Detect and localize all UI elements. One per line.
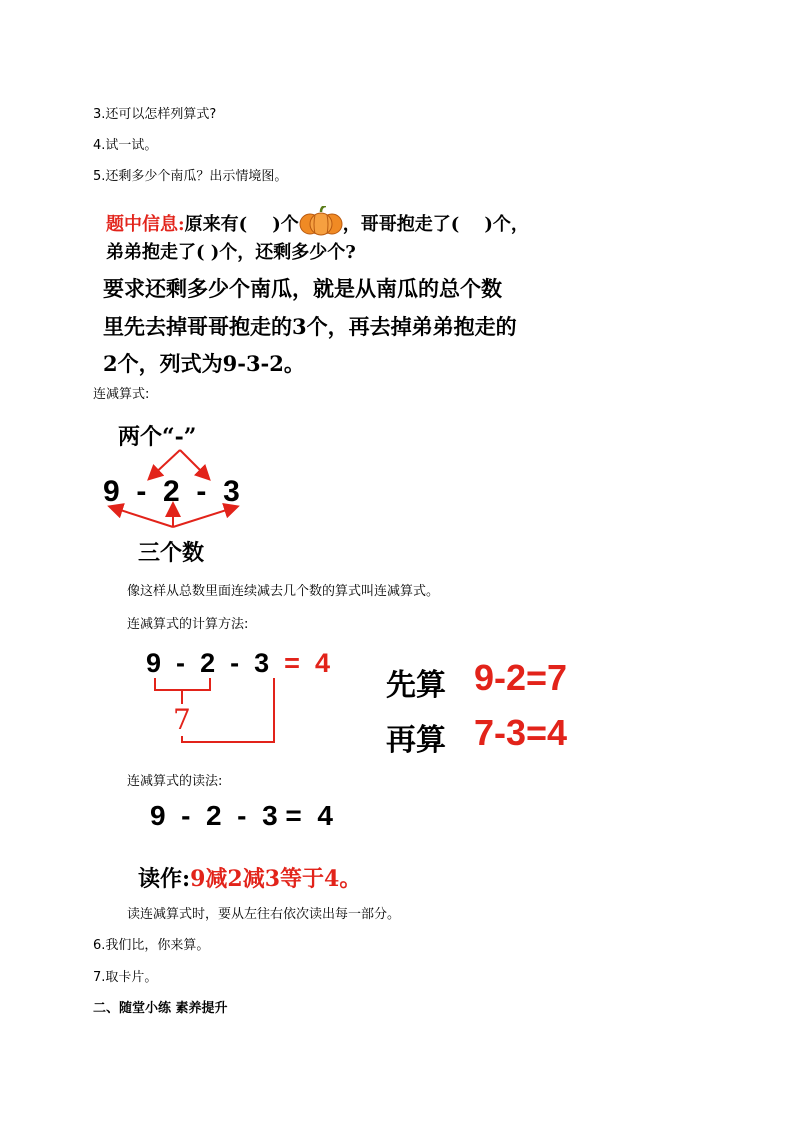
info-line-2: 弟弟抱走了( )个，还剩多少个? — [106, 242, 356, 263]
d3-n2: 2 — [206, 800, 222, 831]
step2-label: 再算 — [386, 723, 446, 758]
d2-n1: 9 — [146, 648, 162, 678]
d3-n1: 9 — [150, 800, 166, 831]
section-2-heading: 二、随堂小练 素养提升 — [93, 1001, 228, 1016]
line-4: 4.试一试。 — [93, 138, 158, 153]
line-3: 3.还可以怎样列算式? — [93, 107, 217, 122]
d2-op1: - — [176, 648, 186, 678]
method-title: 连减算式的计算方法: — [127, 617, 249, 632]
info-label: 题中信息: — [106, 214, 185, 235]
pumpkin-icon — [299, 206, 343, 241]
d2-n2: 2 — [200, 648, 216, 678]
step1-expression: 9-2=7 — [474, 657, 568, 698]
line-6: 6.我们比，你来算。 — [93, 938, 210, 953]
definition: 像这样从总数里面连续减去几个数的算式叫连减算式。 — [127, 584, 440, 599]
info-part4: )个， — [484, 214, 529, 235]
line-5: 5.还剩多少个南瓜？出示情境图。 — [93, 169, 288, 184]
info-part1: 原来有( — [184, 214, 248, 235]
three-numbers-label: 三个数 — [138, 540, 205, 566]
read-text: 9减2减3等于4。 — [190, 866, 362, 892]
info-part3: ，哥哥抱走了( — [342, 214, 460, 235]
d3-op2: - — [237, 800, 247, 831]
explain-line-1: 要求还剩多少个南瓜，就是从南瓜的总个数 — [103, 276, 502, 301]
d3-result: 4 — [317, 800, 333, 831]
subtraction-title: 连减算式: — [93, 387, 150, 402]
d3-n3: 3 — [262, 800, 278, 831]
reading-title: 连减算式的读法: — [127, 774, 223, 789]
intermediate-result: 7 — [173, 703, 191, 736]
read-as-line — [138, 862, 361, 893]
diagram2-brackets — [150, 676, 280, 748]
d3-op1: - — [181, 800, 191, 831]
reading-tip: 读连减算式时，要从左往右依次读出每一部分。 — [127, 907, 401, 922]
line-7: 7.取卡片。 — [93, 970, 158, 985]
d2-n3: 3 — [254, 648, 270, 678]
d1-op2: - — [196, 475, 207, 508]
d1-n3: 3 — [223, 475, 240, 508]
d2-result: 4 — [314, 648, 330, 678]
two-minus-label: 两个“-” — [118, 424, 197, 450]
step1-label: 先算 — [386, 668, 446, 703]
d2-equals: = — [284, 648, 300, 678]
info-part2: )个 — [272, 214, 299, 235]
d2-op2: - — [230, 648, 240, 678]
diagram1-expression — [103, 475, 240, 509]
d1-n2: 2 — [163, 475, 180, 508]
diagram2-expression — [146, 648, 330, 679]
d1-op1: - — [136, 475, 147, 508]
d3-equals: = — [285, 800, 302, 831]
d1-n1: 9 — [103, 475, 120, 508]
explain-line-2: 里先去掉哥哥抱走的3个，再去掉弟弟抱走的 — [103, 314, 517, 339]
info-line-1 — [106, 206, 529, 241]
diagram3-expression — [150, 800, 333, 832]
read-label: 读作: — [138, 866, 191, 892]
step2-expression: 7-3=4 — [474, 712, 568, 753]
explain-line-3: 2个，列式为9-3-2。 — [103, 351, 305, 376]
